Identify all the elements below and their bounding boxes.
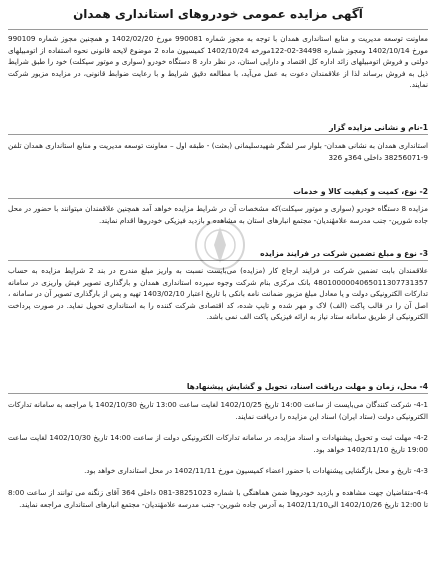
intro-paragraph: معاونت توسعه مدیریت و منابع استانداری همدان با توجه به مجوز شماره 990081 مورخ 1402/02/20 و همچنین مجوز شماره 990109 مورخ 1402/10/14 ومجوز شماره 34498-02-122مورخه 1402/10/24 کمیسیون ماده 2 موضوع لایحه قانونی نحوه استفاده از اتومبیلهای دولتی و فروش اتومبیلهای زائد اداره کل اقتصاد و دارایی استان، در نظر دارد 8 دستگاه خودرو (سواری و موتور سیکلت) خود را طبق شرایط ذیل به فروش برساند لذا از علاقمندان دعوت به عمل می‌آید، با مطالعه دقیق شرایط و با رعایت ضوابط قانونی، در مزایده مزبور شرکت نمایند. [8, 34, 429, 90]
title-block [8, 0, 428, 30]
section-1-heading: 1-نام و نشانی مزایده گزار [329, 123, 428, 132]
section-4-item-4: 4-4-متقاضیان جهت مشاهده و بازدید خودروها ضمن هماهنگی با شماره 38251023-081 داخلی 364 آقای زنگنه می توانند از ساعت 8:00 تا 12:00 تاریخ 1402/10/26 الی1402/11/10 به آدرس جاده شورین- جنب مدرسه علامهٔندیان- مجتمع انبارهای استانداری مراجعه نمایند. [8, 487, 428, 509]
section-3-divider [8, 260, 428, 261]
intro-block [8, 33, 428, 91]
page-title: آگهی مزایده عمومی خودروهای استانداری همدان [73, 7, 363, 21]
title-divider [8, 29, 428, 30]
section-3-body: علاقمندان بابت تضمین شرکت در فرایند ارجاع کار (مزایده) می‌بایست نسبت به واریز مبلغ مندرج در بند 2 شرایط مزایده به حساب 4801000004065011307731357 بانک مرکزی بنام شرکت وجوه سپرده استانداری همدان و بارگذاری تصویر فیش واریزی در سامانه تدارکات الکترونیکی دولت و یا معادل مبلغ مزبور ضمانت نامه بانکی با تاریخ اعتبار 1403/02/10 تهیه و پس از بارگذاری تصویر آن در سامانه ، اصل آن را در قالب پاکت (الف) لاک و مهر شده و تایپ شده، کد اقتصادی شرکت کننده را به استانداری تحویل نماید. در صورت پرداخت الکترونیکی از طریق سامانه ستاد نیاز به ارائه فیزیکی پاکت الف نمی باشد. [8, 266, 428, 322]
section-4 [8, 381, 428, 510]
section-3 [8, 248, 428, 323]
section-3-heading: 3- نوع و مبلغ تضمین شرکت در فرایند مزایده [260, 249, 428, 258]
section-4-item-1: 4-1- شرکت کنندگان می‌بایست از ساعت 14:00 تاریخ 1402/10/25 لغایت ساعت 13:00 تاریخ 1402/10/30 با مراجعه به سامانه تدارکات الکترونیکی دولت (ستاد ایران) اسناد این مزایده را دریافت نمایند. [8, 400, 428, 421]
section-4-divider [8, 393, 428, 394]
section-4-item-3: 4-3- تاریخ و محل بازگشایی پیشنهادات با حضور اعضاء کمیسیون مورخ 1402/11/11 در محل استانداری خواهد بود. [84, 466, 428, 476]
section-1-body: استانداری همدان به نشانی همدان- بلوار سر لشگر شهیدسلیمانی (بعثت) - طبقه اول – معاونت توسعه مدیریت و منابع استانداری همدان تلفن 9-38256071 داخلی 364و 326 [8, 141, 428, 162]
section-2-divider [8, 198, 428, 199]
section-1 [8, 122, 428, 163]
section-2-body: مزایده 8 دستگاه خودرو (سواری و موتور سیکلت)که مشخصات آن در شرایط مزایده خواهد آمد همچنین علاقمندان میتوانند با حضور در محل جاده شورین- جنب مدرسه علامهٔندیان- مجتمع انبارهای استان به مشاهده و بازدید فیزیکی خودروها اقدام نمایند. [8, 204, 428, 225]
section-4-item-2: 4-2- مهلت ثبت و تحویل پیشنهادات و اسناد مزایده، در سامانه تدارکات الکترونیکی دولت از ساعت 14:00 تاریخ 1402/10/30 لغایت ساعت 19:00 تاریخ 1402/11/10 خواهد بود. [8, 433, 428, 454]
section-2 [8, 186, 428, 226]
section-4-heading: 4- محل، زمان و مهلت دریافت اسناد، تحویل و گشایش پیشنهادها [186, 382, 428, 391]
section-1-divider [8, 134, 428, 135]
section-2-heading: 2- نوع، کمیت و کیفیت کالا و خدمات [293, 187, 428, 196]
